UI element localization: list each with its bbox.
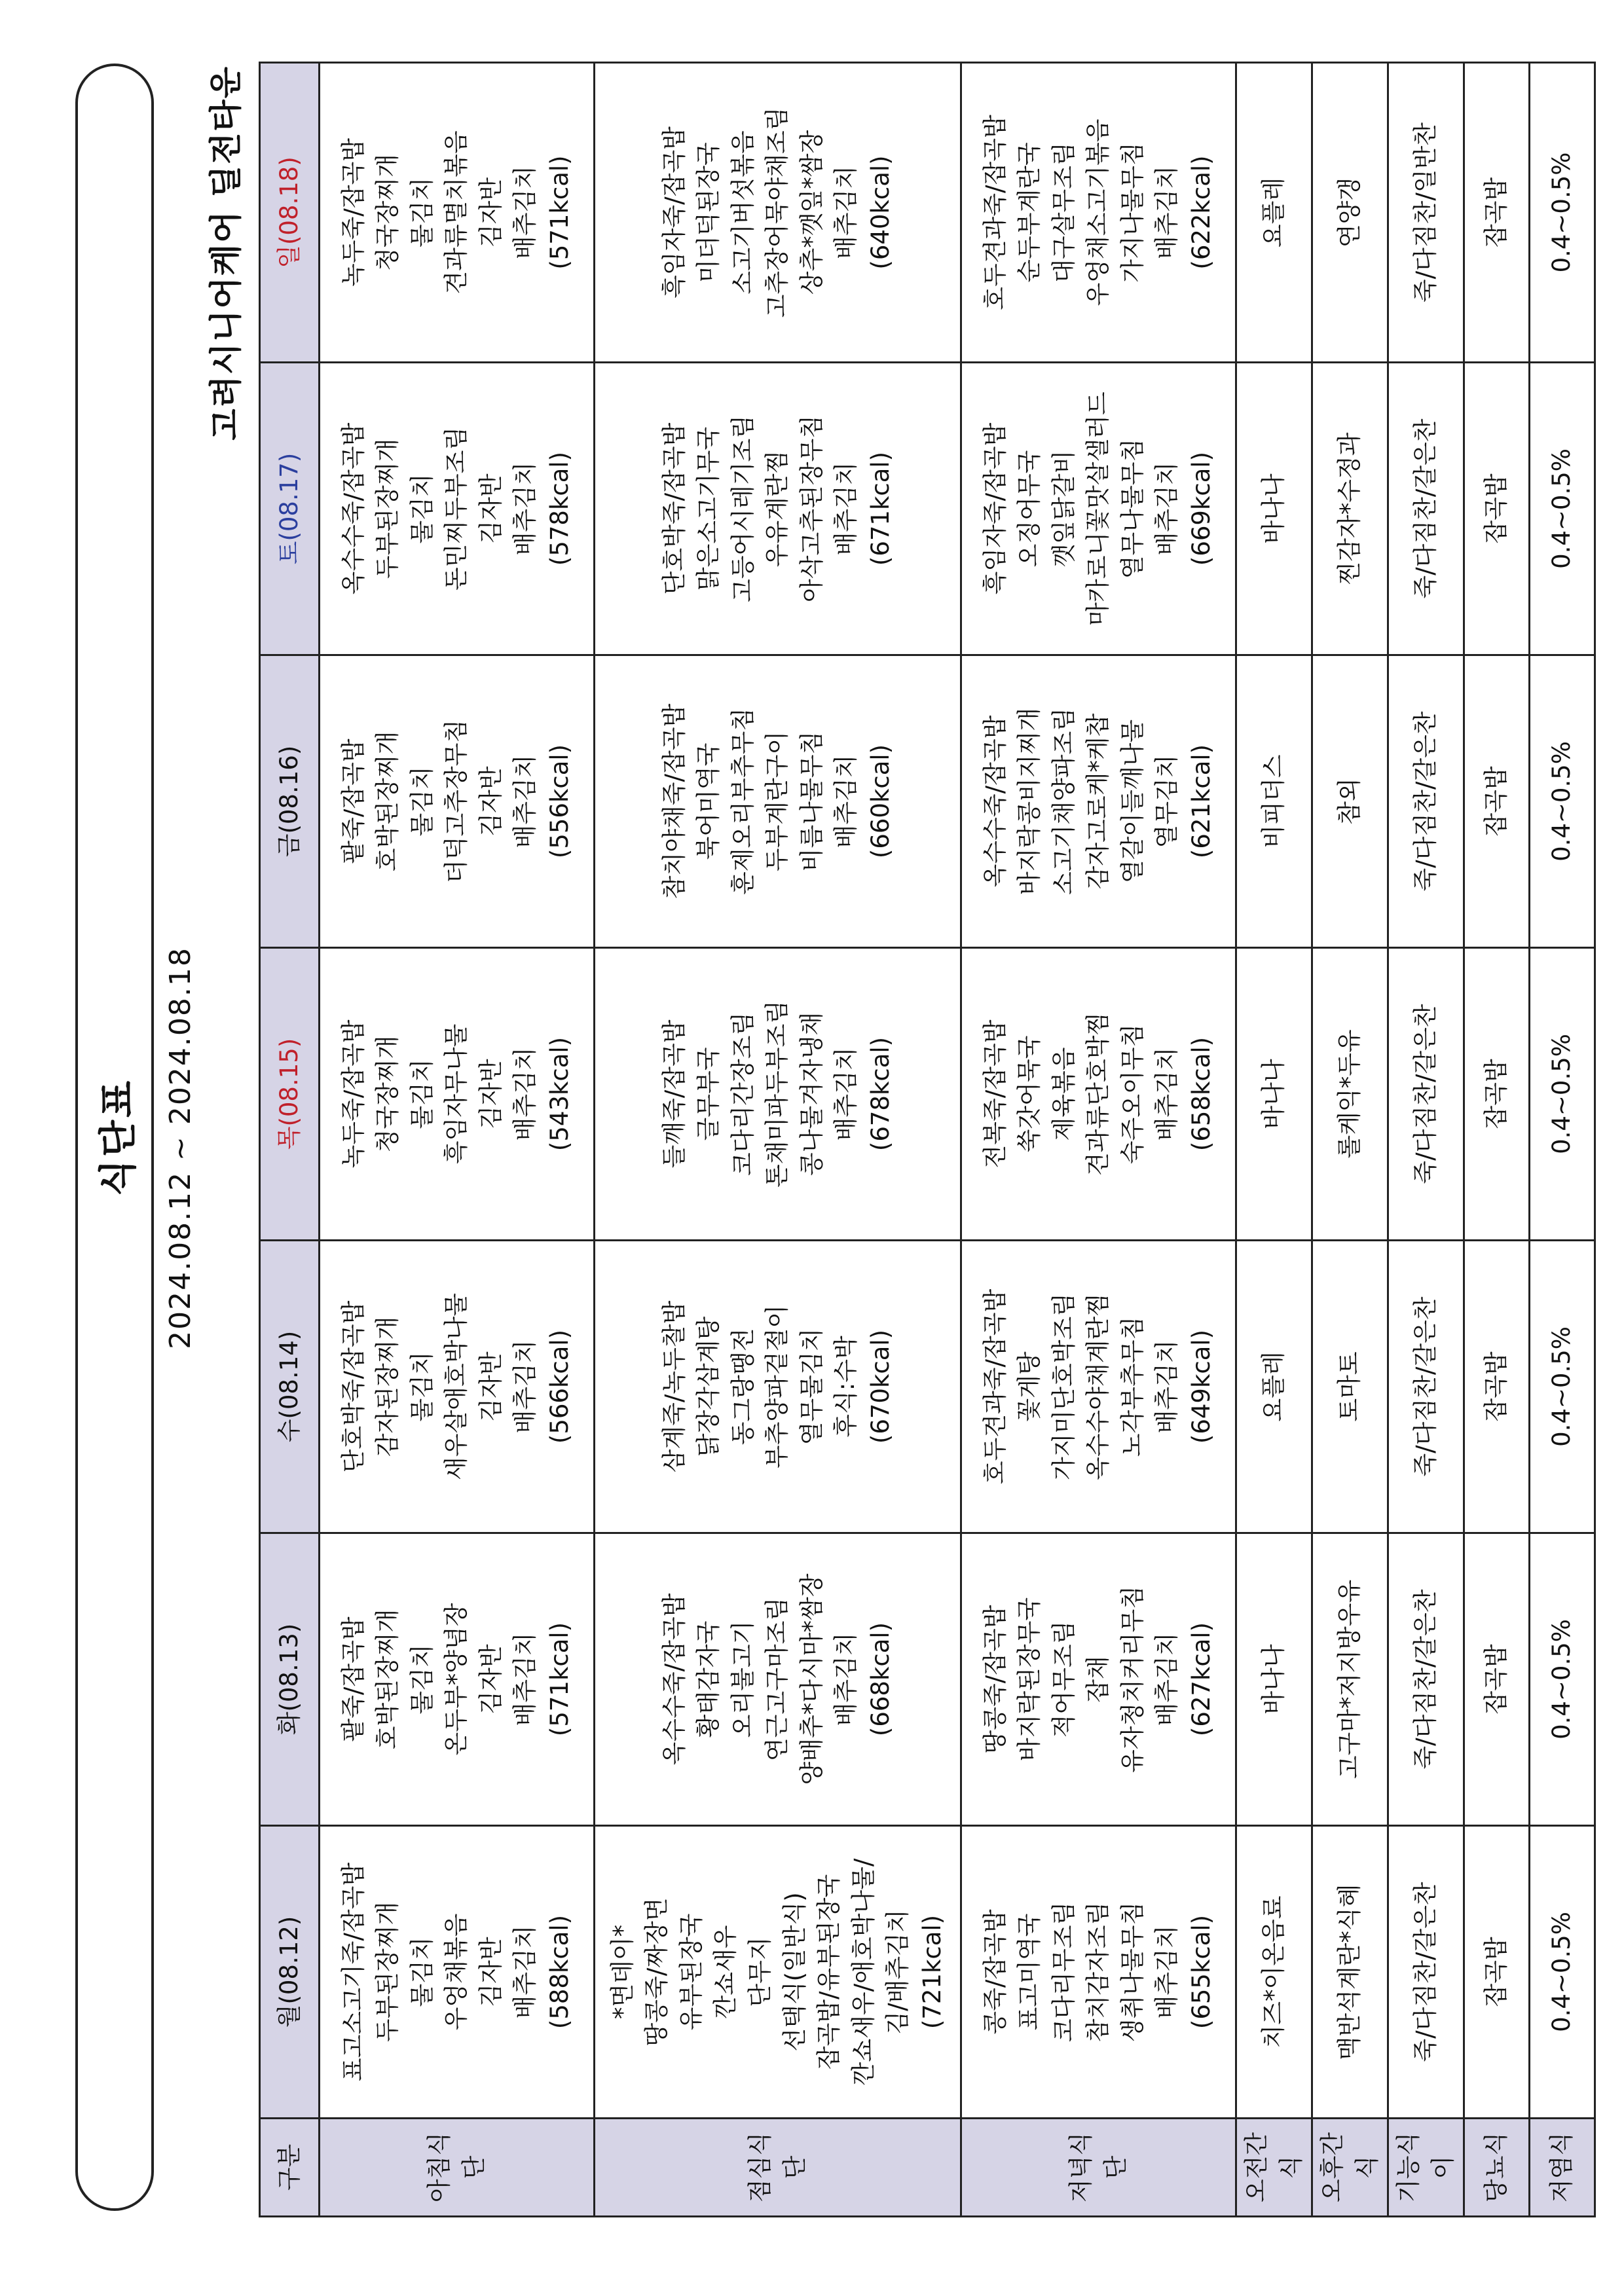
row-morning-snack — [1236, 63, 1312, 2217]
menu-item: 글무부국 — [694, 1047, 723, 1141]
facility-name: 고려시니어케어 딜전타운 — [207, 65, 245, 441]
menu-item: 배추김치 — [511, 166, 540, 259]
menu-item: 닭장각삼계탕 — [694, 1316, 723, 1457]
menu-item: 배추김치 — [1153, 1047, 1181, 1141]
page-title: 식단표 — [96, 1078, 140, 1197]
diet-cell: 죽/다짐찬/일반찬 — [1388, 63, 1464, 363]
header-day: 일(08.18) — [260, 63, 320, 363]
menu-item: 녹두죽/잡곡밥 — [339, 1019, 367, 1169]
menu-item: 미더덕된장국 — [694, 142, 723, 283]
calorie-label: (571kcal) — [545, 1622, 574, 1737]
menu-item: 김자반 — [476, 1351, 505, 1422]
menu-item: 깻잎닭갈비 — [1049, 450, 1078, 568]
menu-item: 연근고구마조림 — [763, 1597, 792, 1762]
menu-item: 두부된장찌개 — [373, 438, 402, 579]
menu-item: 물김치 — [407, 177, 436, 248]
header-day: 수(08.14) — [260, 1241, 320, 1533]
menu-cell — [961, 363, 1236, 655]
menu-item: 물김치 — [407, 1351, 436, 1422]
calorie-label: (556kcal) — [545, 744, 574, 859]
menu-cell — [320, 1826, 595, 2119]
menu-item: 새우살애호박나물 — [442, 1293, 471, 1480]
menu-item: 잡채 — [1084, 1656, 1113, 1703]
menu-item: 가지나물무침 — [1118, 142, 1147, 283]
menu-cell — [961, 948, 1236, 1241]
menu-item: 배추김치 — [832, 1632, 860, 1726]
menu-item: 김자반 — [476, 1937, 505, 2007]
menu-item: 깐쇼새우/애호박나물/ — [849, 1858, 877, 2086]
menu-cell — [320, 1241, 595, 1533]
menu-item: 노각부추무침 — [1118, 1316, 1147, 1457]
row-functional — [1388, 63, 1464, 2217]
snack-cell: 바나나 — [1236, 1533, 1312, 1826]
row-label: 저염식 — [1530, 2119, 1595, 2217]
menu-item: 바지락된장무국 — [1015, 1597, 1044, 1762]
menu-item: 단호박죽/잡곡밥 — [659, 422, 688, 595]
menu-item: 표고소고기죽/잡곡밥 — [339, 1862, 367, 2082]
menu-item: 배추김치 — [832, 166, 860, 259]
menu-item: 배추김치 — [832, 754, 860, 848]
calorie-label: (566kcal) — [545, 1329, 574, 1444]
row-lunch — [595, 63, 961, 2217]
menu-item: 김자반 — [476, 473, 505, 544]
menu-item: 후식:수박 — [832, 1336, 860, 1438]
menu-item: 물김치 — [407, 1937, 436, 2007]
menu-item: 깐쇼새우 — [711, 1925, 740, 2019]
menu-item: 참치감자조림 — [1084, 1901, 1113, 2043]
calorie-label: (571kcal) — [545, 155, 574, 270]
header-day: 토(08.17) — [260, 363, 320, 655]
menu-item: 배추김치 — [832, 1047, 860, 1141]
menu-item: 제육볶음 — [1049, 1047, 1078, 1141]
menu-item: 비름나물무침 — [797, 731, 826, 872]
menu-item: 오리불고기 — [728, 1620, 757, 1738]
diet-cell: 잡곡밥 — [1464, 1241, 1530, 1533]
menu-table — [259, 62, 1596, 2217]
menu-item: 잡곡밥/유부된장국 — [815, 1874, 843, 2070]
menu-item: 꽃게탕 — [1015, 1351, 1044, 1422]
menu-item: 동그랑땡전 — [728, 1328, 757, 1446]
snack-cell: 맥반석계란*식혜 — [1312, 1826, 1388, 2119]
diet-cell: 죽/다짐찬/갈은찬 — [1388, 1241, 1464, 1533]
menu-item: 훈제오리부추무침 — [728, 708, 757, 895]
menu-item: 황태감자국 — [694, 1620, 723, 1738]
menu-item: 청국장찌개 — [373, 1035, 402, 1153]
calorie-label: (668kcal) — [866, 1622, 895, 1737]
menu-item: 배추김치 — [511, 1047, 540, 1141]
menu-item: 단무지 — [745, 1937, 774, 2007]
row-label: 기능식이 — [1388, 2119, 1464, 2217]
menu-item: 북어미역국 — [694, 742, 723, 860]
snack-cell: 찐감자*수정과 — [1312, 363, 1388, 655]
diet-cell: 잡곡밥 — [1464, 63, 1530, 363]
diet-cell: 잡곡밥 — [1464, 363, 1530, 655]
snack-cell: 토마토 — [1312, 1241, 1388, 1533]
menu-item: 바지락콩비지찌개 — [1015, 708, 1044, 895]
snack-cell: 비피더스 — [1236, 655, 1312, 948]
diet-cell: 죽/다짐찬/갈은찬 — [1388, 363, 1464, 655]
menu-item: 생취나물무침 — [1118, 1901, 1147, 2043]
menu-item: 상추*깻잎*쌈장 — [797, 130, 826, 295]
menu-item: 옥수수죽/잡곡밥 — [659, 1593, 688, 1766]
snack-cell: 치즈*이온음료 — [1236, 1826, 1312, 2119]
menu-item: 쑥갓어묵국 — [1015, 1035, 1044, 1153]
menu-item: 호박된장찌개 — [373, 731, 402, 872]
menu-item: 물김치 — [407, 1644, 436, 1715]
menu-item: 소고기채양파조림 — [1049, 708, 1078, 895]
menu-item: 땅콩죽/잡곡밥 — [980, 1605, 1009, 1754]
diet-cell: 죽/다짐찬/갈은찬 — [1388, 1826, 1464, 2119]
diet-cell: 0.4~0.5% — [1530, 1241, 1595, 1533]
menu-cell — [961, 1826, 1236, 2119]
menu-item: 물김치 — [407, 473, 436, 544]
menu-item: 코다리무조림 — [1049, 1901, 1078, 2043]
snack-cell: 바나나 — [1236, 948, 1312, 1241]
menu-item: *면데이* — [608, 1924, 637, 2020]
menu-item: 유부된장국 — [676, 1913, 705, 2031]
calorie-label: (578kcal) — [545, 451, 574, 566]
diet-cell: 죽/다짐찬/갈은찬 — [1388, 948, 1464, 1241]
menu-item: 숙주오이무침 — [1118, 1023, 1147, 1165]
menu-item: 팥죽/잡곡밥 — [339, 738, 367, 864]
row-dinner — [961, 63, 1236, 2217]
calorie-label: (678kcal) — [866, 1036, 895, 1152]
diet-cell: 0.4~0.5% — [1530, 363, 1595, 655]
menu-item: 물김치 — [407, 1059, 436, 1129]
menu-item: 배추김치 — [1153, 166, 1181, 259]
header-day: 금(08.16) — [260, 655, 320, 948]
menu-item: 호박된장찌개 — [373, 1609, 402, 1750]
menu-item: 단호박죽/잡곡밥 — [339, 1300, 367, 1473]
menu-item: 배추김치 — [1153, 462, 1181, 556]
menu-item: 열무물김치 — [797, 1328, 826, 1446]
snack-cell: 고구마*저지방우유 — [1312, 1533, 1388, 1826]
snack-cell: 요플레 — [1236, 63, 1312, 363]
menu-item: 온두부*양념장 — [442, 1603, 471, 1756]
header-category: 구분 — [260, 2119, 320, 2217]
menu-period: 2024.08.12 ~ 2024.08.18 — [164, 947, 197, 1349]
row-label: 오후간식 — [1312, 2119, 1388, 2217]
menu-item: 열갈이들깨나물 — [1118, 719, 1147, 884]
diet-cell: 0.4~0.5% — [1530, 948, 1595, 1241]
diet-cell: 0.4~0.5% — [1530, 1533, 1595, 1826]
menu-item: 콩죽/잡곡밥 — [980, 1909, 1009, 2035]
menu-item: 배추김치 — [511, 462, 540, 556]
menu-cell — [961, 1241, 1236, 1533]
calorie-label: (627kcal) — [1187, 1622, 1215, 1737]
menu-item: 청국장찌개 — [373, 154, 402, 271]
calorie-label: (640kcal) — [866, 155, 895, 270]
menu-item: 코다리간장조림 — [728, 1011, 757, 1176]
calorie-label: (649kcal) — [1187, 1329, 1215, 1444]
menu-item: 견과류단호박찜 — [1084, 1011, 1113, 1176]
row-label: 아침식단 — [320, 2119, 595, 2217]
calorie-label: (670kcal) — [866, 1329, 895, 1444]
calorie-label: (658kcal) — [1187, 1036, 1215, 1152]
snack-cell: 연양갱 — [1312, 63, 1388, 363]
diet-cell: 잡곡밥 — [1464, 655, 1530, 948]
menu-item: 톤채미파두부조림 — [763, 1000, 792, 1188]
menu-item: 돈민찌두부조림 — [442, 426, 471, 591]
diet-cell: 0.4~0.5% — [1530, 63, 1595, 363]
menu-item: 우유계란찜 — [763, 450, 792, 568]
calorie-label: (721kcal) — [917, 1914, 946, 2030]
menu-item: 땅콩죽/짜장면 — [642, 1897, 671, 2047]
menu-item: 김자반 — [476, 177, 505, 248]
row-label: 점심식단 — [595, 2119, 961, 2217]
menu-cell — [320, 363, 595, 655]
menu-item: 오징어무국 — [1015, 450, 1044, 568]
menu-item: 소고기버섯볶음 — [728, 130, 757, 295]
header-day: 월(08.12) — [260, 1826, 320, 2119]
menu-item: 김/배추김치 — [883, 1909, 912, 2035]
menu-item: 더덕고추장무침 — [442, 719, 471, 884]
menu-item: 들깨죽/잡곡밥 — [659, 1019, 688, 1169]
menu-item: 참치야채죽/잡곡밥 — [659, 703, 688, 900]
snack-cell: 바나나 — [1236, 363, 1312, 655]
menu-cell — [320, 1533, 595, 1826]
menu-item: 양배추*다시마*쌈장 — [797, 1573, 826, 1785]
menu-item: 두부된장찌개 — [373, 1901, 402, 2043]
row-label: 당뇨식 — [1464, 2119, 1530, 2217]
calorie-label: (669kcal) — [1187, 451, 1215, 566]
menu-item: 배추김치 — [832, 462, 860, 556]
calorie-label: (588kcal) — [545, 1914, 574, 2030]
diet-cell: 잡곡밥 — [1464, 948, 1530, 1241]
menu-item: 적어무조림 — [1049, 1620, 1078, 1738]
menu-cell — [595, 948, 961, 1241]
menu-item: 열무김치 — [1153, 754, 1181, 848]
menu-item: 순두부계란국 — [1015, 142, 1044, 283]
calorie-label: (655kcal) — [1187, 1914, 1215, 2030]
diet-cell: 죽/다짐찬/갈은찬 — [1388, 1533, 1464, 1826]
menu-cell — [320, 655, 595, 948]
menu-cell — [961, 655, 1236, 948]
menu-item: 팥죽/잡곡밥 — [339, 1616, 367, 1742]
menu-item: 유자청치커리무침 — [1118, 1586, 1147, 1773]
header-row — [260, 63, 320, 2217]
menu-item: 호두견과죽/잡곡밥 — [980, 115, 1009, 310]
calorie-label: (621kcal) — [1187, 744, 1215, 859]
menu-item: 표고미역국 — [1015, 1913, 1044, 2031]
menu-item: 흑임자죽/잡곡밥 — [659, 126, 688, 299]
menu-item: 배추김치 — [1153, 1925, 1181, 2019]
menu-item: 우엉채소고기볶음 — [1084, 118, 1113, 306]
menu-item: 맑은소고기무국 — [694, 426, 723, 591]
calorie-label: (660kcal) — [866, 744, 895, 859]
menu-item: 부추양파겉절이 — [763, 1304, 792, 1469]
diet-cell: 잡곡밥 — [1464, 1826, 1530, 2119]
menu-cell — [595, 63, 961, 363]
header-day: 화(08.13) — [260, 1533, 320, 1826]
menu-item: 고등어시레기조림 — [728, 415, 757, 602]
menu-item: 우엉채볶음 — [442, 1913, 471, 2031]
menu-item: 녹두죽/잡곡밥 — [339, 138, 367, 287]
menu-cell — [961, 1533, 1236, 1826]
menu-item: 견과류멸치볶음 — [442, 130, 471, 295]
row-afternoon-snack — [1312, 63, 1388, 2217]
menu-item: 배추김치 — [511, 754, 540, 848]
menu-item: 김자반 — [476, 1059, 505, 1129]
menu-item: 대구살무조림 — [1049, 142, 1078, 283]
row-low-salt — [1530, 63, 1595, 2217]
menu-item: 감자된장찌개 — [373, 1316, 402, 1457]
menu-item: 배추김치 — [1153, 1339, 1181, 1434]
diet-cell: 잡곡밥 — [1464, 1533, 1530, 1826]
diet-cell: 0.4~0.5% — [1530, 1826, 1595, 2119]
menu-item: 배추김치 — [511, 1632, 540, 1726]
menu-item: 콩나물겨자냉채 — [797, 1011, 826, 1176]
menu-item: 김자반 — [476, 766, 505, 837]
menu-cell — [595, 655, 961, 948]
menu-item: 배추김치 — [511, 1925, 540, 2019]
menu-item: 감자고로케*케찹 — [1084, 713, 1113, 890]
menu-cell — [595, 1241, 961, 1533]
menu-cell — [595, 1826, 961, 2119]
menu-item: 배추김치 — [1153, 1632, 1181, 1726]
snack-cell: 참외 — [1312, 655, 1388, 948]
menu-item: 옥수수야채계란찜 — [1084, 1293, 1113, 1480]
menu-item: 호두견과죽/잡곡밥 — [980, 1288, 1009, 1485]
row-diabetic — [1464, 63, 1530, 2217]
calorie-label: (622kcal) — [1187, 155, 1215, 270]
diet-cell: 죽/다짐찬/갈은찬 — [1388, 655, 1464, 948]
row-label: 저녁식단 — [961, 2119, 1236, 2217]
snack-cell: 요플레 — [1236, 1241, 1312, 1533]
menu-cell — [595, 1533, 961, 1826]
menu-item: 옥수수죽/잡곡밥 — [980, 715, 1009, 888]
menu-cell — [595, 363, 961, 655]
menu-item: 가지미단호박조림 — [1049, 1293, 1078, 1480]
menu-cell — [320, 63, 595, 363]
menu-item: 흑임자무나물 — [442, 1023, 471, 1165]
header-day: 목(08.15) — [260, 948, 320, 1241]
title-box — [75, 64, 154, 2211]
menu-item: 흑임자죽/잡곡밥 — [980, 422, 1009, 595]
menu-item: 삼계죽/녹두찰밥 — [659, 1300, 688, 1473]
menu-item: 배추김치 — [511, 1339, 540, 1434]
menu-item: 마카로니꽃맛살샐러드 — [1084, 392, 1113, 626]
menu-cell — [320, 948, 595, 1241]
menu-item: 선택식(일반식) — [780, 1892, 809, 2052]
menu-item: 아삭고추된장무침 — [797, 415, 826, 602]
diet-cell: 0.4~0.5% — [1530, 655, 1595, 948]
menu-item: 옥수수죽/잡곡밥 — [339, 422, 367, 595]
snack-cell: 롤케익*두유 — [1312, 948, 1388, 1241]
row-breakfast — [320, 63, 595, 2217]
menu-item: 두부계란구이 — [763, 731, 792, 872]
menu-cell — [961, 63, 1236, 363]
calorie-label: (671kcal) — [866, 451, 895, 566]
menu-item: 물김치 — [407, 766, 436, 837]
menu-item: 고추장어묵야채조림 — [763, 107, 792, 318]
menu-item: 열무나물무침 — [1118, 438, 1147, 579]
row-label: 오전간식 — [1236, 2119, 1312, 2217]
menu-item: 김자반 — [476, 1644, 505, 1715]
calorie-label: (543kcal) — [545, 1036, 574, 1152]
menu-item: 전복죽/잡곡밥 — [980, 1019, 1009, 1169]
